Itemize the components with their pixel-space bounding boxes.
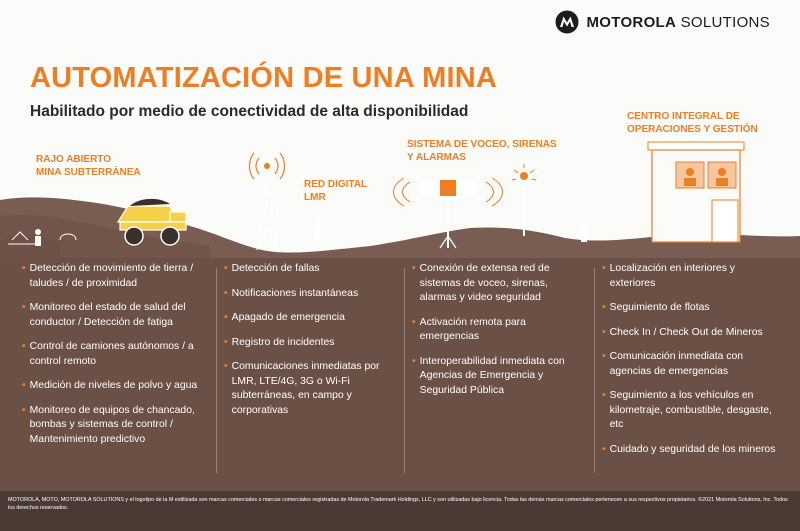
list-item: • Medición de niveles de polvo y agua — [22, 380, 198, 391]
list-item: • Interoperabilidad inmediata con Agencias de Emergencia y Seguridad Pública — [412, 355, 565, 396]
worker-icon — [35, 229, 41, 246]
column-rajo — [22, 262, 207, 457]
list-item: • Detección de fallas — [224, 263, 320, 274]
section-label-voceo: SISTEMA DE VOCEO, SIRENAS Y ALARMAS — [407, 139, 557, 163]
worker-icon — [315, 219, 321, 238]
worker-icon — [581, 223, 587, 242]
section-label-rajo: RAJO ABIERTO MINA SUBTERRÁNEA — [36, 154, 141, 178]
column-red-digital — [224, 262, 394, 428]
page-subtitle: Habilitado por medio de conectividad de alta disponibilidad — [30, 103, 469, 120]
list-item: • Conexión de extensa red de sistemas de voceo, sirenas, alarmas y video seguridad — [412, 263, 550, 303]
column-divider — [216, 268, 217, 473]
column-voceo — [412, 262, 584, 408]
list-item: • Comunicación inmediata con agencias de emergencias — [602, 351, 744, 377]
list-item: • Notificaciones instantáneas — [224, 287, 359, 299]
list-item: • Control de camiones autónomos / a control remoto — [22, 341, 194, 367]
list-item: • Comunicaciones inmediatas por LMR, LTE/4G, 3G o Wi-Fi subterráneas, en campo y corporativas — [224, 361, 380, 416]
brand-name: MOTOROLA SOLUTIONS — [586, 13, 770, 31]
list-item: • Apagado de emergencia — [224, 312, 345, 323]
list-item: • Cuidado y seguridad de los mineros — [602, 443, 776, 455]
section-label-red-digital: RED DIGITAL LMR — [304, 179, 368, 203]
list-item: • Seguimiento de flotas — [602, 302, 710, 313]
page-title: AUTOMATIZACIÓN DE UNA MINA — [30, 62, 498, 94]
list-item: • Detección de movimiento de tierra / taludes / de proximidad — [22, 263, 194, 289]
column-divider — [594, 268, 595, 473]
list-item: • Activación remota para emergencias — [412, 316, 526, 342]
light-tower-icon — [512, 164, 536, 236]
list-item: • Check In / Check Out de Mineros — [602, 326, 763, 338]
list-item: • Localización en interiores y exteriores — [602, 263, 735, 289]
radio-tower-icon — [250, 153, 285, 250]
operations-building-icon — [648, 142, 744, 242]
list-item: • Seguimiento a los vehículos en kilometraje, combustible, desgaste, etc — [602, 390, 772, 430]
section-label-centro: CENTRO INTEGRAL DE OPERACIONES Y GESTIÓN — [627, 111, 758, 135]
list-item: • Registro de incidentes — [224, 336, 335, 348]
column-divider — [404, 268, 405, 473]
column-centro — [602, 262, 782, 467]
list-item: • Monitoreo de equipos de chancado, bombas y sistemas de control / Mantenimiento predictivo — [22, 404, 195, 445]
legal-notice: MOTOROLA, MOTO, MOTOROLA SOLUTIONS y el logotipo de la M estilizada son marcas comerciales o marcas comerciales registradas de Motorola Trademark Holdings, LLC y son utilizadas bajo licencia. Todas las demás marcas comerciales pertenecen a sus respectivos propietarios. ©2021 Motorola Solutions, Inc. Todos los derechos reservados. — [8, 497, 788, 511]
list-item: • Monitoreo del estado de salud del conductor / Detección de fatiga — [22, 302, 186, 328]
